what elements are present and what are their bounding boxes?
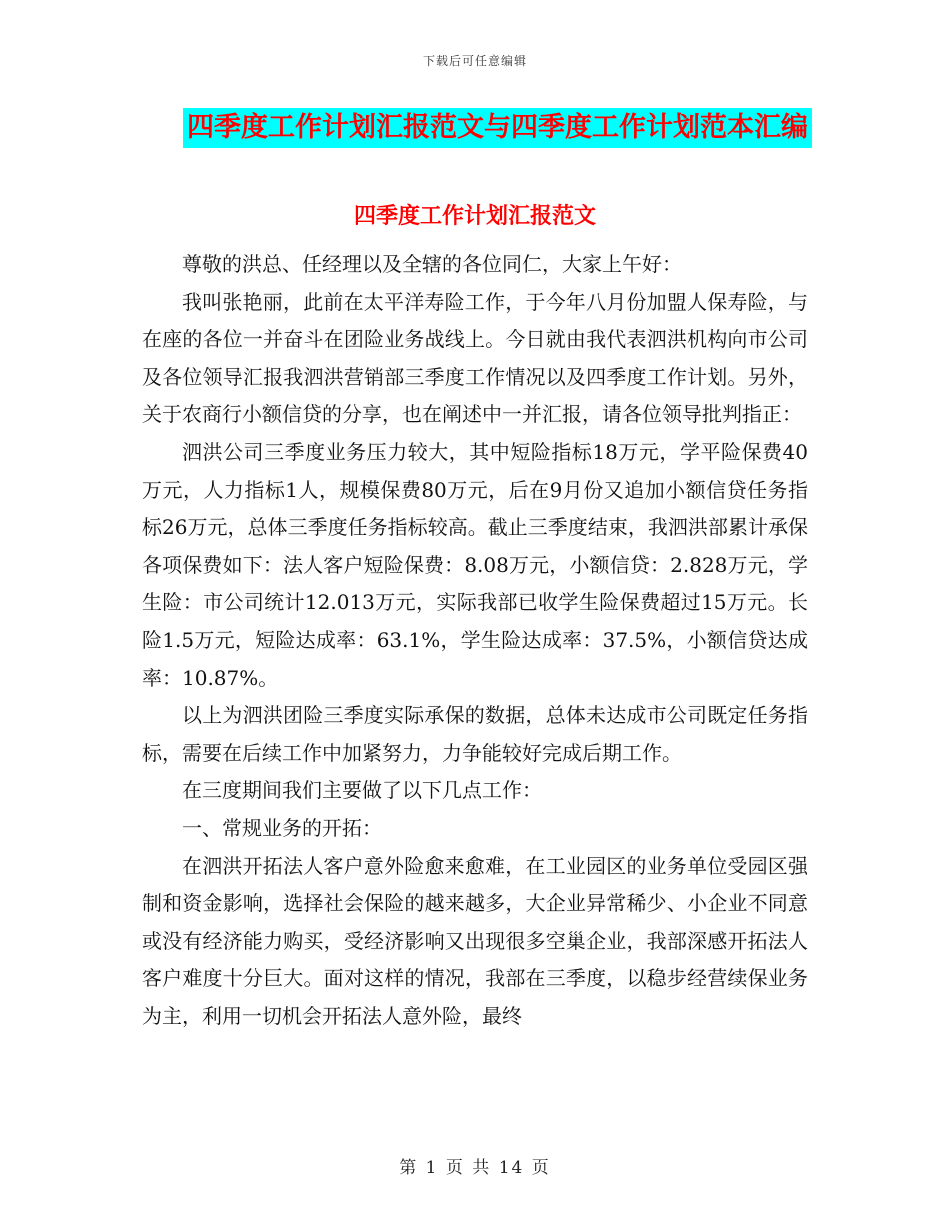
paragraph-greeting: 尊敬的洪总、任经理以及全辖的各位同仁，大家上午好：	[182, 252, 682, 276]
document-body	[142, 246, 808, 1035]
document-title: 四季度工作计划汇报范文与四季度工作计划范本汇编	[183, 108, 812, 148]
page-footer-number: 第 1 页 共 14 页	[399, 1158, 551, 1178]
paragraph-introduction: 我叫张艳丽，此前在太平洋寿险工作，于今年八月份加盟人保寿险，与在座的各位一并奋斗在团险业务战线上。今日就由我代表泗洪机构向市公司及各位领导汇报我泗洪营销部三季度工作情况以及四季度工作计划。另外，关于农商行小额信贷的分享，也在阐述中一并汇报，请各位领导批判指正：	[142, 289, 808, 427]
paragraph-heading-one: 一、常规业务的开拓：	[182, 815, 382, 840]
section-title: 四季度工作计划汇报范文	[353, 203, 596, 229]
paragraph-work-intro: 在三度期间我们主要做了以下几点工作：	[182, 778, 542, 803]
paragraph-summary: 以上为泗洪团险三季度实际承保的数据，总体未达成市公司既定任务指标，需要在后续工作中加紧努力，力争能较好完成后期工作。	[142, 703, 808, 765]
paragraph-business-development: 在泗洪开拓法人客户意外险愈来愈难，在工业园区的业务单位受园区强制和资金影响，选择社会保险的越来越多，大企业异常稀少、小企业不同意或没有经济能力购买，受经济影响又出现很多空巢企业，我部深感开拓法人客户难度十分巨大。面对这样的情况，我部在三季度，以稳步经营续保业务为主，利用一切机会开拓法人意外险，最终	[142, 853, 808, 1028]
document-title-container	[0, 108, 950, 148]
paragraph-q3-results: 泗洪公司三季度业务压力较大，其中短险指标18万元，学平险保费40万元，人力指标1人，规模保费80万元，后在9月份又追加小额信贷任务指标26万元，总体三季度任务指标较高。截止三季度结束，我泗洪部累计承保各项保费如下：法人客户短险保费：8.08万元，小额信贷：2.828万元，学生险：市公司统计12.013万元，实际我部已收学生险保费超过15万元。长险1.5万元，短险达成率：63.1%，学生险达成率：37.5%，小额信贷达成率：10.87%。	[142, 439, 808, 690]
page-header-note: 下载后可任意编辑	[422, 54, 527, 68]
